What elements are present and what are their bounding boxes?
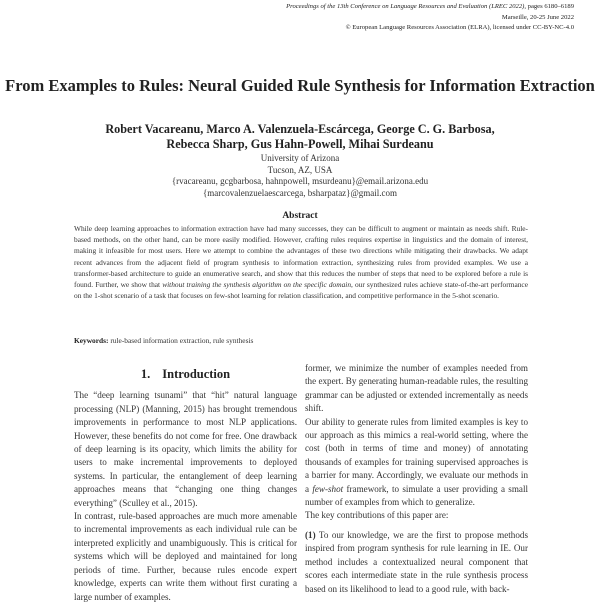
abstract-emphasis: without training the synthesis algorithm on the specific domain: [162, 280, 352, 290]
contribution-1: [305, 529, 528, 596]
right-paragraph-3: The key contributions of this paper are:: [305, 510, 449, 521]
conference-location: Marseille, 20-25 June 2022: [501, 13, 574, 21]
authors-line-1: Robert Vacareanu, Marco A. Valenzuela-Escárcega, George C. G. Barbosa,: [105, 122, 495, 136]
abstract-heading: Abstract: [282, 211, 318, 221]
right-paragraph-1: former, we minimize the number of examples needed from the expert. By generating human-readable rules, the resulting grammar can be adjusted or extended incrementally as needs shift.: [305, 363, 528, 414]
abstract-part-2: , our synthesized rules achieve state-of-the-art performance on the 1-shot scenario of a task that focuses on few-shot learning for relation classification, and competitive performance in the 5-shot scenario.: [74, 280, 528, 301]
address: Tucson, AZ, USA: [267, 164, 333, 175]
section-heading-introduction: [74, 368, 297, 381]
emails-arizona: {rvacareanu, gcgbarbosa, hahnpowell, msurdeanu}@email.arizona.edu: [171, 176, 429, 186]
section-title: Introduction: [162, 367, 231, 381]
right-paragraph-2b: framework, to simulate a user providing a small number of examples from which to generalize.: [305, 483, 529, 508]
page-range: , pages 6180–6189: [524, 3, 574, 10]
keywords-value: rule-based information extraction, rule synthesis: [108, 336, 254, 345]
proceedings-name: Proceedings of the 13th Conference on Language Resources and Evaluation (LREC 2022): [286, 3, 525, 10]
intro-paragraph-2: In contrast, rule-based approaches are much more amenable to incremental improvements as each individual rule can be interpreted explicitly and unambiguously. This is critical for systems which will be deployed and maintained for long periods of time. Further, because rules encode expert knowledge, experts can write them without first curating a large number of examples.: [74, 511, 297, 602]
abstract-text: [74, 223, 528, 301]
intro-paragraph-1: The “deep learning tsunami” that “hit” natural language processing (NLP) (Manning, 2015) has brought tremendous improvements in performance to most NLP applications. However, these benefits do not come for free. One drawback of deep learning is its opacity, which limits the ability for users to make incremental improvements to deployed systems. In particular, the entanglement of deep learning approaches means that “changing one thing changes everything” (Sculley et al., 2015).: [74, 390, 297, 508]
emails-gmail: {marcovalenzuelaescarcega, bsharpataz}@gmail.com: [202, 187, 398, 198]
affiliation-block: [0, 153, 600, 199]
contribution-number: (1): [305, 529, 316, 540]
author-list: [0, 122, 600, 152]
right-paragraph-2a: Our ability to generate rules from limited examples is key to our approach as this mimics a real-world setting, where the cost (both in terms of time and money) of annotating thousands of examples for training supervised approaches is a barrier for many. Accordingly, we evaluate our methods in a: [305, 416, 528, 494]
proceedings-header: [286, 2, 574, 34]
abstract-part-1: While deep learning approaches to information extraction have had many successes, they can be difficult to augment or maintain as needs shift. Rule-based methods, on the other hand, can be more easily modified. However, crafting rules requires expertise in linguistics and the domain of interest, making it infeasible for most users. Here we attempt to combine the advantages of these two directions while mitigating their drawbacks. We adapt recent advances from the adjacent field of program synthesis to information extraction, synthesizing rules from provided examples. We use a transformer-based architecture to guide an enumerative search, and show that this reduces the number of steps that need to be explored before a rule is found. Further, we show that: [74, 224, 528, 290]
left-column: [74, 368, 297, 604]
license-notice: © European Language Resources Association (ELRA), licensed under CC-BY-NC-4.0: [345, 24, 574, 31]
keywords: [74, 336, 253, 345]
affiliation: University of Arizona: [260, 153, 340, 163]
right-column: [305, 362, 528, 596]
authors-line-2: Rebecca Sharp, Gus Hahn-Powell, Mihai Surdeanu: [166, 137, 434, 151]
section-number: 1.: [140, 367, 151, 381]
few-shot-emphasis: few-shot: [312, 483, 344, 494]
contribution-text: To our knowledge, we are the first to propose methods inspired from program synthesis for rule learning in IE. Our method includes a contextualized neural component that scores each intermediate state in the rule synthesis process based on its likelihood to lead to a good rule, with back-: [305, 529, 528, 594]
right-paragraph-2: [305, 416, 528, 510]
keywords-label: Keywords:: [74, 336, 109, 345]
paper-title: From Examples to Rules: Neural Guided Rule Synthesis for Information Extraction: [5, 76, 595, 95]
